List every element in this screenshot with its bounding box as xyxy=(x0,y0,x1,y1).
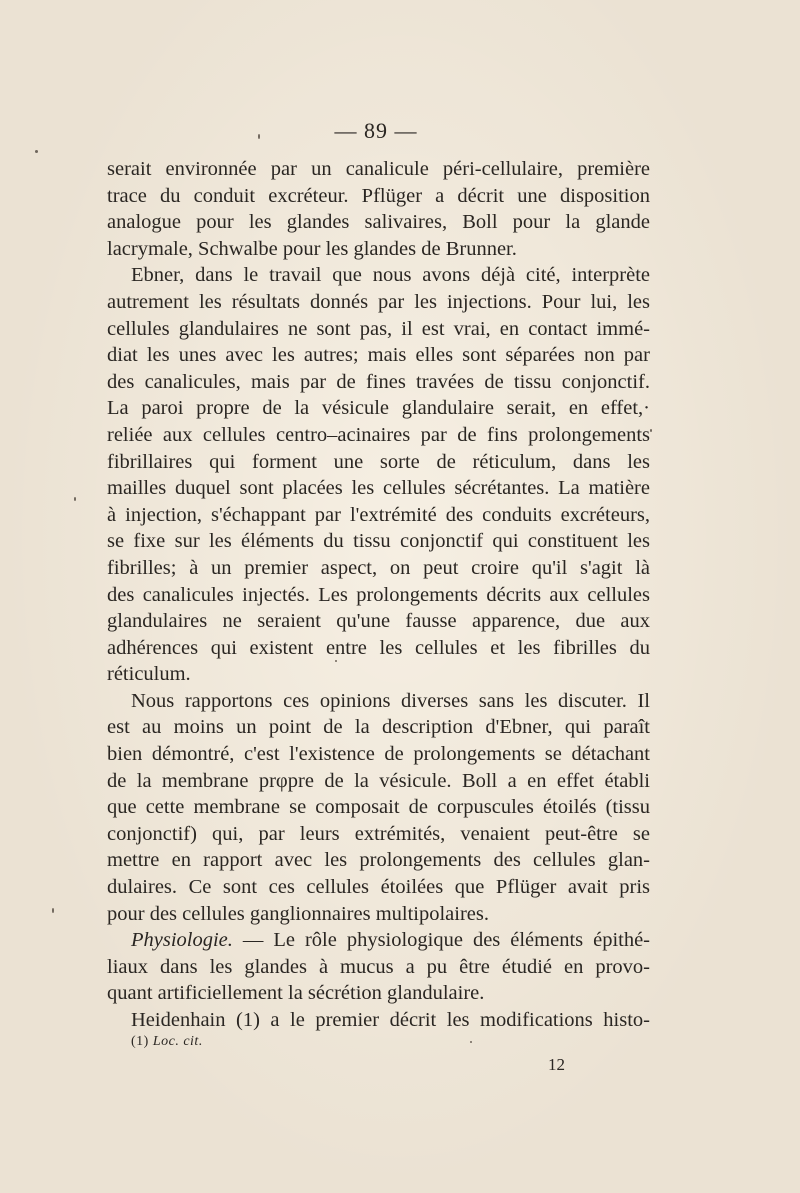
paper-speck xyxy=(258,134,260,139)
text-line: La paroi propre de la vésicule glandulaire serait, en effet,· xyxy=(107,397,650,420)
text-line: glandulaires ne seraient qu'une fausse apparence, due aux xyxy=(107,610,650,633)
text-line: reliée aux cellules centro–acinaires par de fins prolongements xyxy=(107,423,650,446)
text-line-rest: — Le rôle physiologique des éléments épithé- xyxy=(242,929,651,952)
text-line: que cette membrane se composait de corpuscules étoilés (tissu xyxy=(107,796,650,819)
text-line: Ebner, dans le travail que nous avons déjà cité, interprète xyxy=(131,264,650,287)
text-line: cellules glandulaires ne sont pas, il est vrai, en contact immé- xyxy=(107,317,650,340)
text-line: des canalicules, mais par de fines travées de tissu conjonctif. xyxy=(107,370,650,393)
text-line: adhérences qui existent entre les cellules et les fibrilles du xyxy=(107,636,650,659)
text-line: se fixe sur les éléments du tissu conjonctif qui constituent les xyxy=(107,530,650,553)
text-line: Nous rapportons ces opinions diverses sans les discuter. Il xyxy=(131,689,650,712)
text-line: de la membrane prφpre de la vésicule. Boll a en effet établi xyxy=(107,769,650,792)
text-line: dulaires. Ce sont ces cellules étoilées que Pflüger avait pris xyxy=(107,876,650,899)
text-line: fibrilles; à un premier aspect, on peut croire qu'il s'agit là xyxy=(107,556,650,579)
text-line: autrement les résultats donnés par les injections. Pour lui, les xyxy=(107,290,650,313)
text-line: à injection, s'échappant par l'extrémité des conduits excréteurs, xyxy=(107,503,650,526)
text-line: fibrillaires qui forment une sorte de réticulum, dans les xyxy=(107,450,650,473)
paper-speck xyxy=(335,660,337,662)
signature-mark: 12 xyxy=(548,1055,565,1074)
paper-speck xyxy=(74,497,76,501)
text-line: des canalicules injectés. Les prolongements décrits aux cellules xyxy=(107,583,650,606)
paper-speck xyxy=(470,1041,472,1043)
text-line: liaux dans les glandes à mucus a pu être étudié en provo- xyxy=(107,955,650,978)
text-line: est au moins un point de la description d'Ebner, qui paraît xyxy=(107,716,650,739)
text-line: analogue pour les glandes salivaires, Boll pour la glande xyxy=(107,211,650,234)
footnote-marker: (1) xyxy=(131,1034,149,1049)
text-line: Heidenhain (1) a le premier décrit les modifications histo- xyxy=(131,1009,650,1031)
page-number: — 89 — xyxy=(334,118,418,143)
text-line: bien démontré, c'est l'existence de prolongements se détachant xyxy=(107,743,650,766)
text-line xyxy=(107,927,650,954)
text-line: réticulum. xyxy=(107,663,191,686)
paper-speck xyxy=(650,429,652,432)
text-line: mettre en rapport avec les prolongements des cellules glan- xyxy=(107,849,650,872)
text-line: mailles duquel sont placées les cellules sécrétantes. La matière xyxy=(107,477,650,500)
body-text xyxy=(107,156,650,1034)
text-line: quant artificiellement la sécrétion glandulaire. xyxy=(107,982,485,1005)
text-line: pour des cellules ganglionnaires multipolaires. xyxy=(107,902,490,925)
footnote xyxy=(131,1034,203,1050)
text-line: diat les unes avec les autres; mais elles sont séparées non par xyxy=(107,344,650,367)
text-line: trace du conduit excréteur. Pflüger a décrit une disposition xyxy=(107,184,650,207)
paper-speck xyxy=(35,150,38,153)
text-line: serait environnée par un canalicule péri-cellulaire, première xyxy=(107,158,650,180)
footnote-text: Loc. cit. xyxy=(152,1034,203,1049)
paper-speck xyxy=(52,908,54,913)
text-line: lacrymale, Schwalbe pour les glandes de Brunner. xyxy=(107,237,517,260)
section-label-physiologie: Physiologie. xyxy=(131,929,233,952)
text-line: conjonctif) qui, par leurs extrémités, venaient peut-être se xyxy=(107,822,650,845)
